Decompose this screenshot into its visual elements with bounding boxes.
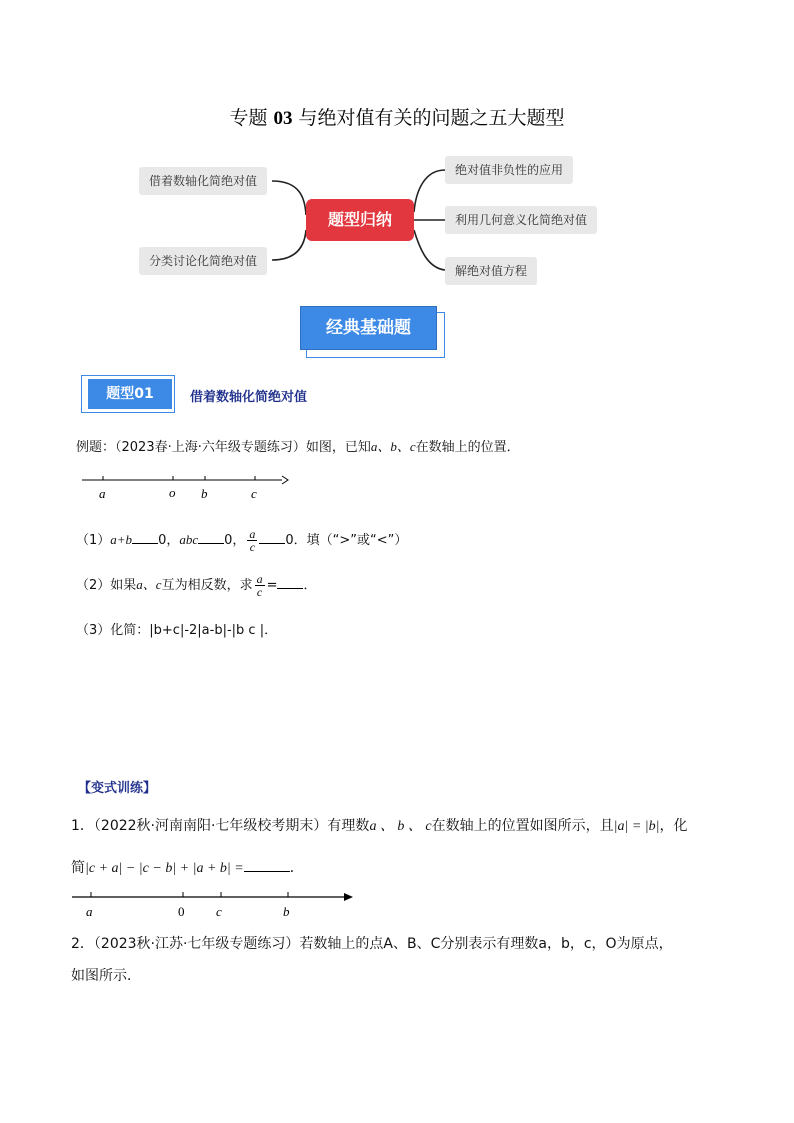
- number-line-practice: [68, 888, 368, 922]
- mindmap-item-right-2: 利用几何意义化简绝对值: [445, 206, 597, 234]
- title-number: 03: [273, 108, 293, 129]
- mindmap-item-left-2: 分类讨论化简绝对值: [139, 247, 267, 275]
- type-tag: [81, 375, 176, 413]
- example-intro: 例题：（2023春·上海·六年级专题练习）如图，已知a、b、c在数轴上的位置．: [76, 439, 520, 455]
- mindmap-center: 题型归纳: [306, 199, 414, 241]
- axis2-label-0: 0: [178, 904, 185, 919]
- example-q1: （1）a+b 0，abc 0， $\frac{a}{c}$ 0．填（“>”或“<”）: [76, 527, 408, 554]
- axis2-label-a: a: [86, 904, 93, 919]
- axis2-label-c: c: [216, 904, 222, 919]
- mindmap-item-right-1: 绝对值非负性的应用: [445, 156, 573, 184]
- page-title: [0, 103, 794, 130]
- example-q2: （2）如果a、c互为相反数，求 $\frac{a}{c}$ = ．: [76, 572, 317, 599]
- axis-label-c: c: [251, 486, 257, 501]
- number-line-example: [76, 472, 296, 506]
- axis-label-o: o: [169, 485, 176, 500]
- axis-label-a: a: [99, 486, 106, 501]
- practice-2-line1: 2．（2023秋·江苏·七年级专题练习）若数轴上的点A、B、C分别表示有理数a，b，c，O为原点，: [71, 936, 673, 952]
- mindmap-item-left-1: 借着数轴化简绝对值: [139, 167, 267, 195]
- axis-label-b: b: [201, 486, 208, 501]
- type-tag-label: 题型01: [88, 379, 172, 409]
- type-tag-title: 借着数轴化简绝对值: [190, 390, 308, 405]
- section-banner: [300, 306, 445, 358]
- title-prefix: 专题: [229, 107, 268, 129]
- practice-1-line1: 1．（2022秋·河南南阳·七年级校考期末）有理数a 、 b 、 c在数轴上的位置如图所示，且|a| = |b|，化: [71, 818, 688, 834]
- title-rest: 与绝对值有关的问题之五大题型: [298, 107, 565, 129]
- axis2-label-b: b: [283, 904, 290, 919]
- mindmap-item-right-3: 解绝对值方程: [445, 257, 537, 285]
- practice-2-line2: 如图所示．: [71, 968, 141, 984]
- practice-header: 【变式训练】: [78, 781, 157, 796]
- banner-label: 经典基础题: [300, 306, 437, 350]
- practice-1-line2: 简|c + a| − |c − b| + |a + b| = ．: [71, 860, 304, 876]
- example-q3: （3）化简：|b+c|-2|a-b|-|b c |．: [76, 623, 278, 638]
